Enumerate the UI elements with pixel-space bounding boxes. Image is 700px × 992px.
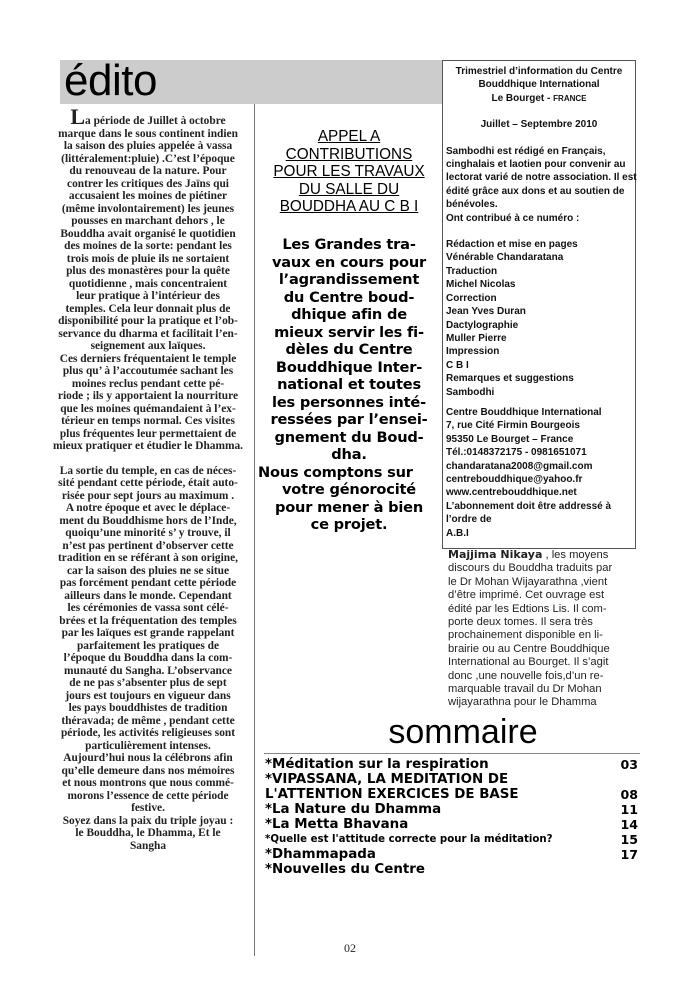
edito-line: et nous montrons que nous commé- (62, 777, 234, 789)
appeal-body-line: Nous comptons sur (258, 463, 413, 481)
edito-line: des moines de la sorte: pendant les (64, 240, 232, 252)
description-line: bénévoles. (446, 199, 498, 211)
edito-paragraph-1 (42, 104, 254, 453)
edito-line: les cérémonies de vassa sont célé- (67, 602, 229, 614)
edito-line: l’époque du Bouddha dans la com- (63, 652, 233, 664)
toc-item (265, 757, 640, 772)
address-line: 95350 Le Bourget – France (446, 433, 574, 445)
column-divider (254, 104, 255, 956)
edito-line: Aujourd’hui nous la célébrons afin (63, 752, 233, 764)
address-line: Tél.:0148372175 - 0981651071 (446, 447, 587, 459)
edito-line: temples. Cela leur donnait plus de (65, 302, 231, 315)
toc-item-label: *La Metta Bhavana (265, 817, 409, 832)
edito-line: servance du dharma et facilitait l’en- (58, 327, 238, 340)
toc-item (265, 847, 640, 862)
edito-line-text: a période de Juillet à octobre (85, 115, 226, 127)
appeal-body (258, 236, 440, 534)
contributor-line: Michel Nicolas (446, 279, 516, 291)
toc-item-label: *Méditation sur la respiration (265, 757, 489, 772)
contributor-line: Vénérable Chandaratana (446, 252, 564, 264)
appeal-body-line: du Centre boud- (283, 288, 415, 306)
appeal-body-line: dèles du Centre (285, 341, 413, 358)
toc-item-page: 11 (620, 802, 638, 817)
contributor-line: Dactylographie (446, 319, 519, 331)
masthead-location (443, 92, 635, 105)
appeal-body-line: pour mener à bien (274, 498, 424, 516)
toc-item (265, 787, 640, 802)
edito-line: mieux pratiquer et étudier le Dhamma. (52, 440, 244, 452)
edito-line: par les laïques est grande rappelant (61, 627, 235, 639)
majjima-line: brairie ou au Centre Bouddhique (448, 642, 610, 655)
edito-line: A notre époque et avec le déplace- (65, 502, 231, 514)
edito-line: Ces derniers fréquentaient le temple (59, 352, 237, 365)
edito-line: trois mois de pluie ils ne sortaient (66, 252, 230, 265)
edito-line: les pays bouddhistes de tradition (68, 702, 228, 714)
contributor-line: Remarques et suggestions (446, 373, 574, 385)
description-line: lectorat varié de notre association. Il est (446, 172, 637, 184)
toc-item-page: 15 (620, 832, 638, 847)
toc-item-label: *La Nature du Dhamma (265, 802, 442, 817)
edito-line: ailleurs dans le monde. Cependant (64, 589, 232, 602)
edito-line: ment du Bouddhisme hors de l’Inde, (59, 514, 237, 527)
toc-item-page: 03 (620, 757, 638, 772)
edito-line: moines reclus pendant cette pé- (71, 377, 225, 390)
edito-line: marque dans le sous continent indien (58, 127, 238, 140)
majjima-line: le Dr Mohan Wijayarathna ,vient (448, 575, 608, 588)
issue-date: Juillet – Septembre 2010 (480, 119, 598, 131)
description-line: cinghalais et laotien pour convenir au (446, 159, 626, 171)
edito-line: jours est toujours en vigueur dans (65, 689, 231, 702)
toc-item (265, 802, 640, 817)
address-line: l’ordre de (446, 514, 492, 526)
edito-line: (même involontairement) les jeunes (61, 202, 235, 215)
toc-item (265, 772, 640, 787)
masthead-line: Trimestriel d’information du Centre (455, 66, 623, 77)
contributor-line: Correction (446, 292, 497, 304)
drop-cap: L (70, 104, 86, 129)
edito-line: car la saison des pluies ne se situe (66, 564, 230, 577)
appeal-body-line: ressées par l’ensei- (270, 411, 428, 428)
edito-line: munauté du Sangha. L’observance (64, 664, 232, 677)
appeal-body-line: l’agrandissement (278, 271, 420, 288)
edito-line: que les moines quémandaient à l’ex- (60, 402, 236, 415)
appeal-body-line: gnement du Boud- (274, 428, 424, 446)
appeal-title-line: DU SALLE DU (298, 180, 400, 198)
edito-line: de ne pas s’absenter plus de sept (69, 677, 227, 689)
toc-item (265, 862, 640, 877)
edito-line: disponibilité pour la pratique et l’ob- (58, 315, 238, 327)
edito-line: seignement aux laïques. (90, 340, 206, 352)
majjima-line-text: , les moyens (542, 549, 609, 561)
toc-item-label: *VIPASSANA, LA MEDITATION DE (265, 772, 509, 787)
description-line: Sambodhi est rédigé en Français, (446, 145, 606, 157)
edito-line: tradition en se référant à son origine, (57, 552, 238, 564)
edito-line: sité pendant cette période, était auto- (58, 477, 238, 489)
address-line: L’abonnement doit être addressé à (446, 500, 612, 512)
toc-item-label: *Dhammapada (265, 847, 376, 862)
description-line: édité grâce aux dons et au soutien de (446, 185, 625, 197)
contributor-line: Sambodhi (446, 386, 495, 398)
majjima-line: marquable travail du Dr Mohan (448, 683, 602, 696)
location-text: Le Bourget - (491, 92, 554, 104)
edito-line: morons l’essence de cette période (67, 789, 229, 802)
contributor-line: Rédaction et mise en pages (446, 239, 578, 251)
majjima-line: International au Bourget. Il s’agit (448, 656, 609, 669)
edito-line: plus qu’ à l’accoutumée sachant les (62, 365, 234, 377)
toc-item-page: 08 (620, 787, 638, 802)
edito-line: n’est pas pertinent d’observer cette (62, 539, 234, 552)
edito-line: plus fréquentes leur permettaient de (59, 427, 237, 440)
appeal-body-line: Bouddhique Inter- (275, 358, 423, 376)
toc-item (265, 817, 640, 832)
majjima-line: d’être imprimé. Cet ouvrage est (448, 589, 605, 602)
toc-item-page: 14 (620, 817, 638, 832)
contributor-line: Muller Pierre (446, 332, 507, 344)
appeal-title-line: APPEL A (317, 128, 381, 145)
appeal-body-line: dhique afin de (291, 306, 407, 323)
table-of-contents (265, 757, 640, 877)
contributor-line: Traduction (446, 265, 498, 277)
edito-line (42, 104, 254, 129)
address-line: www.centrebouddhique.net (446, 487, 577, 499)
edito-title: édito (64, 56, 157, 105)
edito-paragraph-2 (42, 465, 254, 853)
toc-item-label: *Quelle est l'attitude correcte pour la méditation? (265, 834, 553, 845)
address-line: Centre Bouddhique International (446, 406, 602, 418)
masthead-line: Bouddhique International (478, 79, 600, 91)
edito-line: térieur en temps normal. Ces visites (61, 415, 235, 427)
appeal-body-line: vaux en cours pour (271, 253, 427, 271)
edito-line: risée pour sept jours au maximum . (61, 489, 235, 502)
majjima-line: donc ,une nouvelle fois,d’un re- (448, 669, 604, 682)
appeal-body-line: les personnes inté- (272, 393, 426, 411)
appeal-body-line: national et toutes (277, 376, 421, 393)
edito-line: Bouddha avait organisé le quotidien (60, 227, 236, 240)
appeal-body-line: votre génorocité (281, 481, 416, 498)
sommaire-title: sommaire (388, 713, 538, 751)
edito-line: quoiqu’une minorité s’ y trouve, il (65, 527, 231, 539)
masthead-box (442, 60, 636, 549)
edito-line: qu’elle demeure dans nos mémoires (61, 764, 235, 777)
address-line: centrebouddhique@yahoo.fr (446, 473, 583, 485)
toc-item (265, 832, 640, 847)
majjima-line (448, 548, 648, 562)
sommaire-divider (264, 753, 640, 754)
address-block (443, 406, 635, 540)
contributor-line: C B I (446, 359, 469, 371)
edito-line: du renouveau de la nature. Pour (69, 165, 227, 177)
toc-item-label: L'ATTENTION EXERCICES DE BASE (265, 787, 519, 802)
masthead-header (443, 65, 635, 105)
address-line: A.B.I (446, 527, 469, 539)
appeal-body-line: dha. (331, 446, 367, 463)
edito-line: pas forcément pendant cette période (59, 577, 237, 589)
edito-line: Soyez dans la paix du triple joyau : (62, 814, 234, 827)
majjima-line: prochainement disponible en li- (448, 629, 603, 642)
majjima-line: wijayarathna pour le Dhamma (448, 696, 597, 709)
majjima-line: édité par les Edtions Lis. Il com- (448, 602, 607, 615)
contributors-list (443, 238, 635, 399)
edito-line: (littéralement:pluie) .C’est l’époque (61, 152, 235, 165)
edito-line: particulièrement intenses. (85, 739, 211, 752)
book-title: Majjima Nikaya (448, 548, 543, 561)
edito-line: plus des monastères pour la quête (66, 265, 230, 277)
appeal-title-line: CONTRIBUTIONS (285, 145, 413, 163)
majjima-line: porte deux tomes. Il sera très (448, 616, 593, 629)
edito-line: accusaient les moines de piétiner (68, 190, 228, 202)
appeal-body-line: mieux servir les fi- (274, 323, 424, 341)
majjima-article (448, 548, 648, 710)
edito-line: quotidienne , mais concentraient (68, 277, 228, 290)
address-line: 7, rue Cité Firmin Bourgeois (446, 420, 580, 432)
edito-line: festive. (131, 802, 165, 814)
edito-article (42, 104, 254, 852)
edito-line: riode ; ils y apportaient la nourriture (57, 390, 239, 402)
edito-line: période, les activités religieuses sont (60, 727, 236, 739)
edito-line: brées et la fréquentation des temples (59, 614, 237, 627)
edito-line: leur pratique à l’intérieur des (76, 290, 220, 302)
country-text: FRANCE (553, 93, 587, 103)
edito-line: la saison des pluies appelée à vassa (63, 140, 233, 152)
edito-line: La sortie du temple, en cas de néces- (59, 464, 237, 477)
contributor-line: Impression (446, 346, 500, 358)
appeal-title-line: POUR LES TRAVAUX (273, 163, 425, 180)
appeal-body-line: ce projet. (310, 516, 388, 533)
edito-line: contrer les critiques des Jaïns qui (67, 177, 229, 190)
edito-line: le Bouddha, le Dhamma, Et le (75, 827, 221, 839)
page-number: 02 (344, 941, 356, 955)
description-line: Ont contribué à ce numéro : (446, 212, 580, 224)
edito-line: pousses en marchant dehors , le (71, 215, 225, 227)
toc-item-page: 17 (620, 847, 638, 862)
majjima-line: discours du Bouddha traduits par (448, 562, 613, 575)
edito-line: parfaitement les pratiques de (76, 639, 220, 652)
edito-line: théravada; de même , pendant cette (61, 714, 235, 727)
masthead-description (443, 145, 635, 225)
appeal-title-line: BOUDDHA AU C B I (279, 198, 419, 215)
edito-line: Sangha (129, 839, 167, 852)
paragraph-gap (42, 453, 254, 465)
address-line: chandaratana2008@gmail.com (446, 460, 593, 472)
appeal-title (258, 128, 440, 216)
appeal-body-line: Les Grandes tra- (282, 236, 416, 253)
contributor-line: Jean Yves Duran (446, 306, 526, 318)
toc-item-label: *Nouvelles du Centre (265, 862, 425, 877)
